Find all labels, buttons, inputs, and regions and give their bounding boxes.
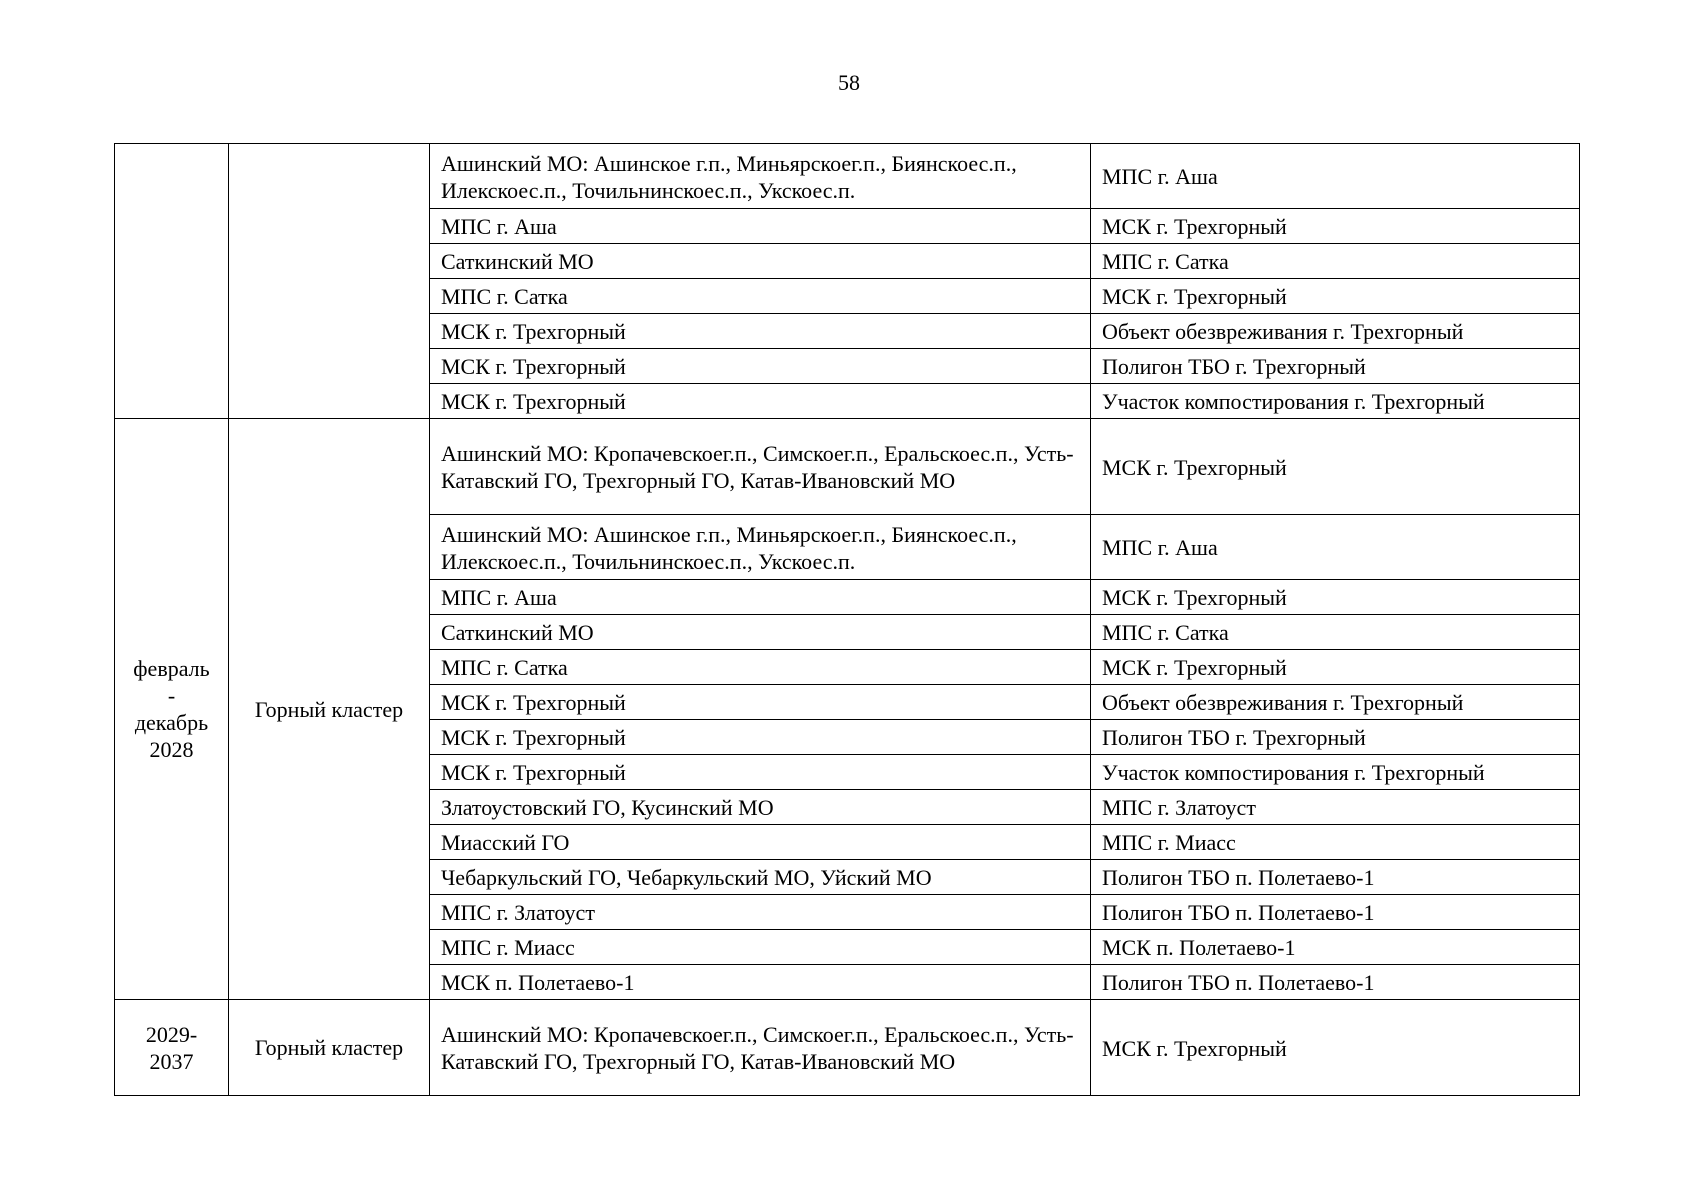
destination-cell: МСК г. Трехгорный [1091, 209, 1580, 244]
waste-routes-table [114, 143, 1580, 1096]
source-cell: МПС г. Аша [430, 580, 1091, 615]
source-cell: Миасский ГО [430, 825, 1091, 860]
destination-cell: Полигон ТБО г. Трехгорный [1091, 720, 1580, 755]
destination-cell: МСК г. Трехгорный [1091, 650, 1580, 685]
destination-cell: Участок компостирования г. Трехгорный [1091, 755, 1580, 790]
destination-cell: Объект обезвреживания г. Трехгорный [1091, 685, 1580, 720]
source-cell: Ашинский МО: Кропачевскоег.п., Симскоег.п., Еральскоес.п., Усть-Катавский ГО, Трехгорный ГО, Катав-Ивановский МО [430, 419, 1091, 515]
period-line: 2029- [145, 1021, 198, 1047]
destination-cell: МСК г. Трехгорный [1091, 1000, 1580, 1096]
source-cell: МПС г. Златоуст [430, 895, 1091, 930]
source-cell: МСК г. Трехгорный [430, 720, 1091, 755]
destination-cell: Полигон ТБО п. Полетаево-1 [1091, 895, 1580, 930]
source-cell: МПС г. Миасс [430, 930, 1091, 965]
period-line: декабрь [134, 710, 209, 735]
destination-cell: МПС г. Аша [1091, 515, 1580, 580]
source-cell: МСК г. Трехгорный [430, 349, 1091, 384]
source-cell: МСК п. Полетаево-1 [430, 965, 1091, 1000]
destination-cell: Участок компостирования г. Трехгорный [1091, 384, 1580, 419]
period-cell [115, 144, 229, 419]
period-line: 2037 [149, 1048, 194, 1074]
source-cell: МСК г. Трехгорный [430, 755, 1091, 790]
source-cell: МСК г. Трехгорный [430, 384, 1091, 419]
cluster-cell: Горный кластер [229, 419, 430, 1000]
destination-cell: МПС г. Сатка [1091, 615, 1580, 650]
source-cell: МСК г. Трехгорный [430, 314, 1091, 349]
cluster-cell [229, 144, 430, 419]
source-cell: МПС г. Аша [430, 209, 1091, 244]
source-cell: МСК г. Трехгорный [430, 685, 1091, 720]
destination-cell: МПС г. Златоуст [1091, 790, 1580, 825]
destination-cell: МПС г. Сатка [1091, 244, 1580, 279]
destination-cell: МСК г. Трехгорный [1091, 419, 1580, 515]
source-cell: Саткинский МО [430, 615, 1091, 650]
period-cell [115, 1000, 229, 1096]
destination-cell: МПС г. Аша [1091, 144, 1580, 209]
source-cell: Златоустовский ГО, Кусинский МО [430, 790, 1091, 825]
destination-cell: МПС г. Миасс [1091, 825, 1580, 860]
page-number: 58 [838, 70, 860, 95]
period-cell [115, 419, 229, 1000]
period-line: - [167, 683, 176, 708]
destination-cell: Полигон ТБО п. Полетаево-1 [1091, 965, 1580, 1000]
destination-cell: Объект обезвреживания г. Трехгорный [1091, 314, 1580, 349]
cluster-cell: Горный кластер [229, 1000, 430, 1096]
table-row [115, 419, 1580, 515]
source-cell: МПС г. Сатка [430, 279, 1091, 314]
table-row [115, 1000, 1580, 1096]
source-cell: МПС г. Сатка [430, 650, 1091, 685]
destination-cell: МСК п. Полетаево-1 [1091, 930, 1580, 965]
destination-cell: МСК г. Трехгорный [1091, 580, 1580, 615]
destination-cell: Полигон ТБО г. Трехгорный [1091, 349, 1580, 384]
source-cell: Ашинский МО: Ашинское г.п., Миньярскоег.п., Биянскоес.п., Илекскоес.п., Точильнинскоес.п., Укскоес.п. [430, 144, 1091, 209]
source-cell: Ашинский МО: Кропачевскоег.п., Симскоег.п., Еральскоес.п., Усть-Катавский ГО, Трехгорный ГО, Катав-Ивановский МО [430, 1000, 1091, 1096]
source-cell: Саткинский МО [430, 244, 1091, 279]
destination-cell: Полигон ТБО п. Полетаево-1 [1091, 860, 1580, 895]
period-line: февраль [133, 656, 210, 681]
source-cell: Ашинский МО: Ашинское г.п., Миньярскоег.п., Биянскоес.п., Илекскоес.п., Точильнинскоес.п., Укскоес.п. [430, 515, 1091, 580]
period-line: 2028 [149, 737, 194, 762]
destination-cell: МСК г. Трехгорный [1091, 279, 1580, 314]
table-row [115, 144, 1580, 209]
source-cell: Чебаркульский ГО, Чебаркульский МО, Уйский МО [430, 860, 1091, 895]
